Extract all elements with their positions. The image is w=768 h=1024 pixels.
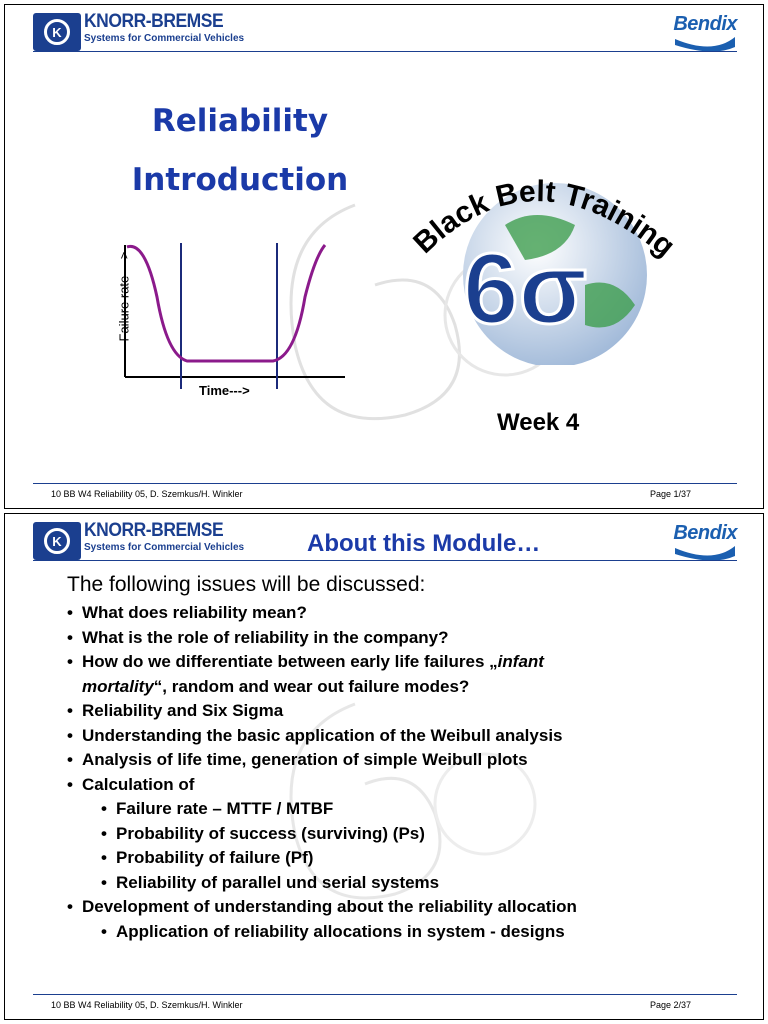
bathtub-curve-chart (105, 237, 355, 407)
item-text: Development of understanding about the reliability allocation (82, 897, 577, 916)
footer-left-text: 10 BB W4 Reliability 05, D. Szemkus/H. Winkler (51, 1000, 243, 1010)
item-text: What is the role of reliability in the company? (82, 627, 449, 647)
bullet-icon: • (67, 603, 73, 622)
x-axis-label: Time---> (199, 383, 250, 398)
item-text: Probability of failure (Pf) (116, 848, 314, 867)
bullet-icon: • (67, 627, 73, 647)
bullet-icon: • (101, 921, 107, 941)
bullet-icon: • (101, 799, 107, 818)
item-text: “, random and wear out failure modes? (153, 676, 470, 696)
bullet-icon: • (101, 823, 107, 843)
bendix-logo (667, 522, 737, 562)
footer-divider (33, 483, 737, 484)
module-title: About this Module… (307, 530, 541, 557)
list-item (67, 601, 707, 626)
sub-list-item (67, 822, 707, 847)
brand-tagline: Systems for Commercial Vehicles (84, 542, 245, 553)
item-text: Understanding the basic application of the Weibull analysis (82, 725, 563, 745)
six-sigma-symbol: 6σ (463, 233, 588, 345)
list-item (67, 650, 707, 699)
partner-name: Bendix (673, 522, 737, 544)
list-item (67, 773, 707, 798)
item-text: Analysis of life time, generation of simple Weibull plots (82, 750, 528, 769)
item-text: Calculation of (82, 774, 195, 794)
item-text: How do we differentiate between early life failures „ (82, 652, 498, 671)
bullet-icon: • (67, 652, 73, 671)
slide-2 (4, 513, 764, 1020)
bullet-icon: • (67, 897, 73, 916)
week-label: Week 4 (497, 409, 580, 436)
item-text: Application of reliability allocations in system - designs (116, 921, 565, 941)
y-axis-label: Failure rate ---> (116, 251, 132, 342)
topic-list (67, 601, 707, 944)
slide-1 (4, 4, 764, 509)
bullet-icon: • (67, 750, 73, 769)
item-text: Probability of success (surviving) (Ps) (116, 823, 425, 843)
header-divider (33, 560, 737, 561)
item-emphasis: mortality (82, 676, 154, 696)
knorr-bremse-logo-icon: K (33, 522, 81, 560)
bullet-icon: • (101, 848, 107, 867)
footer-left-text: 10 BB W4 Reliability 05, D. Szemkus/H. Winkler (51, 489, 243, 499)
bullet-icon: • (67, 725, 73, 745)
item-text: Failure rate – MTTF / MTBF (116, 799, 334, 818)
item-text: Reliability and Six Sigma (82, 701, 284, 720)
list-item (67, 626, 707, 651)
brand-name: KNORR-BREMSE (84, 520, 224, 541)
list-item (67, 724, 707, 749)
bullet-icon: • (67, 701, 73, 720)
brand-tagline: Systems for Commercial Vehicles (84, 33, 245, 44)
black-belt-training-badge (405, 165, 685, 365)
item-text: What does reliability mean? (82, 603, 307, 622)
slide-title-line2: Introduction (131, 162, 349, 198)
bullet-icon: • (67, 774, 73, 794)
partner-name: Bendix (673, 13, 737, 35)
footer-divider (33, 994, 737, 995)
slide-title-line1: Reliability (151, 103, 329, 139)
bullet-icon: • (101, 872, 107, 892)
page-number: Page 1/37 (649, 489, 691, 499)
page-number: Page 2/37 (649, 1000, 691, 1010)
bendix-logo (667, 13, 737, 53)
sub-list-item (67, 871, 707, 896)
item-emphasis: infant (497, 652, 544, 671)
list-item (67, 895, 707, 920)
sub-list-item (67, 797, 707, 822)
header-divider (33, 51, 737, 52)
sub-list-item (67, 920, 707, 945)
brand-name: KNORR-BREMSE (84, 11, 224, 32)
sub-list-item (67, 846, 707, 871)
failure-rate-curve (127, 245, 325, 361)
list-item (67, 748, 707, 773)
intro-text: The following issues will be discussed: (67, 573, 426, 596)
badge-arc-text: Black Belt Training (407, 175, 682, 264)
knorr-bremse-logo-icon: K (33, 13, 81, 51)
item-text: Reliability of parallel und serial systems (116, 872, 440, 892)
list-item (67, 699, 707, 724)
